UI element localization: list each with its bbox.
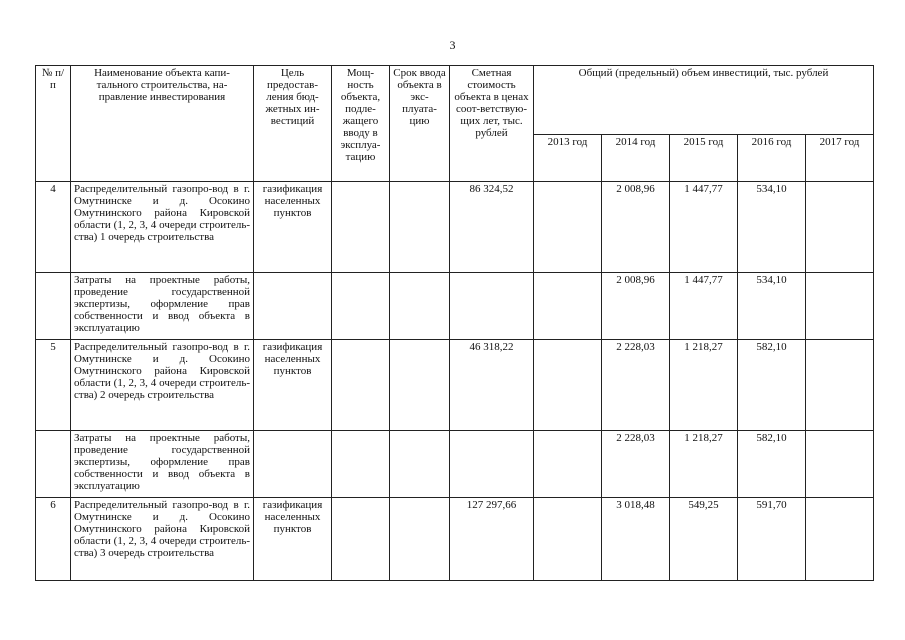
header-term: Срок ввода объекта в экс-плуата-цию [390,66,450,182]
header-year-2014: 2014 год [602,135,670,182]
header-capacity: Мощ-ность объекта, подле-жащего вводу в эксплуа-тацию [332,66,390,182]
row-year-2016: 534,10 [738,273,806,340]
header-year-2015: 2015 год [670,135,738,182]
header-year-2016: 2016 год [738,135,806,182]
row-estimate [450,273,534,340]
row-year-2017 [806,273,874,340]
row-num: 4 [36,182,71,273]
row-year-2017 [806,182,874,273]
row-capacity [332,340,390,431]
row-term [390,182,450,273]
row-purpose: газификация населенных пунктов [254,498,332,581]
table-row-object [36,340,874,431]
row-year-2013 [534,182,602,273]
row-term [390,498,450,581]
table-body [36,182,874,581]
row-term [390,340,450,431]
row-year-2016: 591,70 [738,498,806,581]
row-capacity [332,498,390,581]
row-term [390,273,450,340]
row-year-2016: 534,10 [738,182,806,273]
row-num [36,431,71,498]
row-year-2016: 582,10 [738,340,806,431]
row-year-2015: 1 447,77 [670,273,738,340]
row-purpose [254,431,332,498]
row-year-2013 [534,431,602,498]
row-name: Распределительный газопро-вод в г. Омутнинске и д. Осокино Омутнинского района Кировской области (1, 2, 3, 4 очереди строитель-ства) 1 очередь строительства [71,182,254,273]
investment-table [35,65,874,581]
page-number: 3 [449,38,456,52]
header-year-2013: 2013 год [534,135,602,182]
row-year-2017 [806,340,874,431]
table-row-costs [36,273,874,340]
row-year-2013 [534,498,602,581]
row-year-2014: 2 008,96 [602,273,670,340]
row-year-2014: 2 008,96 [602,182,670,273]
row-num: 5 [36,340,71,431]
row-estimate [450,431,534,498]
header-name: Наименование объекта капи-тального строительства, на-правление инвестирования [71,66,254,182]
table-row-object [36,182,874,273]
row-name: Распределительный газопро-вод в г. Омутнинске и д. Осокино Омутнинского района Кировской области (1, 2, 3, 4 очереди строитель-ства) 3 очередь строительства [71,498,254,581]
row-year-2015: 549,25 [670,498,738,581]
row-year-2015: 1 218,27 [670,340,738,431]
header-year-2017: 2017 год [806,135,874,182]
row-year-2014: 2 228,03 [602,431,670,498]
header-estimate: Сметная стоимость объекта в ценах соот-ветствую-щих лет, тыс. рублей [450,66,534,182]
row-name: Распределительный газопро-вод в г. Омутнинске и д. Осокино Омутнинского района Кировской области (1, 2, 3, 4 очереди строитель-ства) 2 очередь строительства [71,340,254,431]
header-num: № п/п [36,66,71,182]
row-capacity [332,273,390,340]
row-year-2017 [806,498,874,581]
table-header [36,66,874,182]
row-term [390,431,450,498]
row-purpose: газификация населенных пунктов [254,182,332,273]
row-name: Затраты на проектные работы, проведение государственной экспертизы, оформление прав собственности и ввод объекта в эксплуатацию [71,273,254,340]
row-num: 6 [36,498,71,581]
header-investment: Общий (предельный) объем инвестиций, тыс. рублей [534,66,874,135]
row-year-2017 [806,431,874,498]
row-purpose: газификация населенных пунктов [254,340,332,431]
row-year-2016: 582,10 [738,431,806,498]
row-estimate: 46 318,22 [450,340,534,431]
row-purpose [254,273,332,340]
row-capacity [332,431,390,498]
row-capacity [332,182,390,273]
row-estimate: 86 324,52 [450,182,534,273]
header-purpose: Цель предостав-ления бюд-жетных ин-вестиций [254,66,332,182]
row-year-2014: 2 228,03 [602,340,670,431]
table-row-costs [36,431,874,498]
row-year-2013 [534,273,602,340]
row-num [36,273,71,340]
row-estimate: 127 297,66 [450,498,534,581]
row-year-2015: 1 447,77 [670,182,738,273]
table-row-object [36,498,874,581]
row-year-2013 [534,340,602,431]
row-year-2015: 1 218,27 [670,431,738,498]
row-name: Затраты на проектные работы, проведение государственной экспертизы, оформление прав собственности и ввод объекта в эксплуатацию [71,431,254,498]
row-year-2014: 3 018,48 [602,498,670,581]
